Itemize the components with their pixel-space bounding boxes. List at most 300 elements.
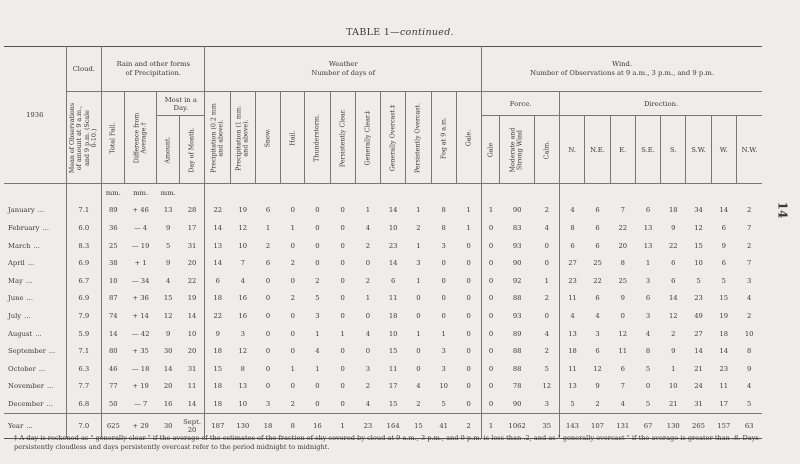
table-cell: 2 <box>671 329 676 338</box>
table-cell: 11 <box>618 347 628 356</box>
leader-dots: ... <box>26 294 33 303</box>
moderate-wind-header: Moderate and Strong Wind <box>500 116 534 184</box>
table-cell: 21 <box>694 364 703 373</box>
table-cell: 18 <box>719 329 729 338</box>
table-cell: 1 <box>488 206 494 215</box>
wind-header: Wind. Number of Observations at 9 a.m., 3 p.m., and 9 p.m. <box>482 47 762 92</box>
month-cell <box>4 202 66 220</box>
table-cell: 11 <box>180 378 205 396</box>
table-cell: 31 <box>180 360 205 378</box>
table-cell: 0 <box>290 276 295 285</box>
table-cell: 0 <box>488 382 494 391</box>
table-cell: 1 <box>290 364 295 373</box>
month-label: April <box>8 259 25 268</box>
table-cell: 130 <box>661 413 686 438</box>
table-cell: 67 <box>635 413 660 438</box>
page-number: 14 <box>775 201 790 219</box>
leader-dots: ... <box>42 223 49 232</box>
table-cell: 2 <box>747 206 752 215</box>
table-cell: 12 <box>618 329 628 338</box>
table-row <box>4 325 762 343</box>
table-cell: 10 <box>388 223 398 232</box>
table-cell: 30 <box>163 347 173 356</box>
leader-dots: ... <box>37 206 45 215</box>
unit-amount: mm. <box>160 188 176 197</box>
title-main: TABLE 1— <box>346 27 400 38</box>
table-cell: 6.3 <box>66 360 102 378</box>
table-cell: 5 <box>645 399 651 408</box>
day-of-month-header: Day of Month. <box>180 116 205 184</box>
table-row <box>4 202 762 220</box>
table-cell: 7.1 <box>66 342 102 360</box>
table-cell: 0 <box>534 307 559 325</box>
table-cell: 7 <box>747 223 752 232</box>
table-cell: 41 <box>431 413 456 438</box>
table-cell: 6 <box>265 259 271 268</box>
table-cell: 6 <box>595 294 600 303</box>
table-cell: 0 <box>340 276 345 285</box>
table-cell: 3 <box>265 399 271 408</box>
table-cell: 0 <box>265 329 271 338</box>
fog-header: Fog at 9 a.m. <box>431 92 456 184</box>
table-cell: 6 <box>265 206 271 215</box>
table-row <box>4 307 762 325</box>
table-cell: 0 <box>456 254 481 272</box>
table-cell: 17 <box>388 382 398 391</box>
month-label: September <box>8 347 46 356</box>
table-cell: 74 <box>108 311 118 320</box>
leader-dots: ... <box>27 259 35 268</box>
table-cell: 18 <box>213 347 223 356</box>
table-row <box>4 219 762 237</box>
table-cell: 0 <box>265 347 271 356</box>
table-cell: + 46 <box>132 206 149 215</box>
table-cell: 1 <box>416 329 421 338</box>
table-cell: 23 <box>719 364 729 373</box>
table-cell: 0 <box>534 254 559 272</box>
table-cell: 0 <box>315 382 320 391</box>
table-cell: 11 <box>388 364 398 373</box>
table-cell: 20 <box>163 382 173 391</box>
table-cell: 0 <box>456 342 481 360</box>
table-cell: 5 <box>721 276 726 285</box>
table-cell: + 14 <box>132 311 149 320</box>
table-cell: 0 <box>456 360 481 378</box>
table-cell: 2 <box>456 413 481 438</box>
table-cell: — 7 <box>133 399 148 408</box>
table-cell: 23 <box>388 241 398 250</box>
table-cell: 6 <box>721 223 726 232</box>
month-cell <box>4 237 66 255</box>
month-label: March <box>8 241 31 250</box>
dir-e-header: E. <box>610 116 635 184</box>
table-cell: 19 <box>719 311 729 320</box>
table-cell: 130 <box>230 413 255 438</box>
table-cell: 0 <box>488 347 494 356</box>
table-cell: 20 <box>180 254 205 272</box>
table-cell: 1 <box>534 272 559 290</box>
month-label: July <box>8 311 22 320</box>
table-cell: 23 <box>355 413 380 438</box>
table-cell: 187 <box>205 413 230 438</box>
table-cell: 1 <box>290 223 295 232</box>
table-cell: 1 <box>671 364 676 373</box>
table-cell: 6 <box>671 276 676 285</box>
table-cell: 49 <box>694 311 703 320</box>
table-cell: 107 <box>585 413 610 438</box>
table-cell: 0 <box>488 259 494 268</box>
table-cell: 17 <box>180 219 205 237</box>
table-cell: 0 <box>265 294 271 303</box>
table-cell: 6 <box>645 206 651 215</box>
table-cell: 2 <box>534 290 559 308</box>
month-label: December <box>8 399 44 408</box>
month-label: June <box>8 294 24 303</box>
table-cell: 25 <box>108 241 118 250</box>
table-cell: 9 <box>166 259 171 268</box>
table-cell: 2 <box>265 241 271 250</box>
table-cell: 7.9 <box>66 307 102 325</box>
table-cell: 2 <box>747 311 752 320</box>
table-cell: 10 <box>180 325 205 343</box>
month-cell <box>4 342 66 360</box>
table-cell: 0 <box>416 347 421 356</box>
table-cell: 8 <box>747 347 752 356</box>
table-cell: 13 <box>568 329 577 338</box>
table-cell: 7.1 <box>66 202 102 220</box>
table-cell: 0 <box>441 311 446 320</box>
table-cell: 4 <box>595 311 600 320</box>
table-cell: 6.0 <box>66 219 102 237</box>
table-cell: 14 <box>719 206 729 215</box>
table-cell: 14 <box>213 223 223 232</box>
unit-total-fall: mm. <box>105 188 121 197</box>
table-cell: 4 <box>747 382 752 391</box>
table-cell: 6 <box>595 241 600 250</box>
table-cell: 0 <box>534 237 559 255</box>
month-cell <box>4 254 66 272</box>
table-cell: 8 <box>441 206 446 215</box>
gen-overcast-header: Generally Overcast.‡ <box>381 92 406 184</box>
table-cell: 12 <box>694 223 703 232</box>
table-cell: 5 <box>645 364 651 373</box>
table-cell: 88 <box>512 364 522 373</box>
leader-dots: ... <box>46 382 54 391</box>
table-cell: 88 <box>512 347 522 356</box>
table-cell: 14 <box>163 364 173 373</box>
table-cell: 157 <box>711 413 736 438</box>
table-cell: + 29 <box>125 413 157 438</box>
table-cell: 0 <box>365 311 371 320</box>
dir-s-header: S. <box>661 116 686 184</box>
table-cell: 6 <box>215 276 220 285</box>
table-cell: 0 <box>416 294 421 303</box>
table-cell: 0 <box>365 347 371 356</box>
table-cell: 0 <box>315 399 320 408</box>
table-cell: 93 <box>512 241 522 250</box>
table-cell: 0 <box>456 325 481 343</box>
gale-header: Gale. <box>456 92 481 184</box>
table-cell: 0 <box>290 311 295 320</box>
table-cell: 6 <box>595 223 600 232</box>
force-header: Force. <box>482 92 560 116</box>
table-cell: 12 <box>593 364 602 373</box>
table-cell: 0 <box>340 294 345 303</box>
table-cell: 0 <box>290 382 295 391</box>
table-cell: — 19 <box>131 241 150 250</box>
table-cell: 0 <box>441 259 446 268</box>
table-cell: 18 <box>255 413 280 438</box>
table-cell: 4 <box>747 294 752 303</box>
table-cell: 8.3 <box>66 237 102 255</box>
table-cell: 12 <box>534 378 559 396</box>
table-cell: 2 <box>416 223 421 232</box>
table-cell: 0 <box>290 329 295 338</box>
table-cell: 4 <box>620 399 625 408</box>
table-cell: 87 <box>108 294 118 303</box>
table-cell: 9 <box>166 329 171 338</box>
table-cell: 10 <box>439 382 448 391</box>
table-row <box>4 378 762 396</box>
table-cell: 22 <box>213 311 223 320</box>
table-cell: 89 <box>512 329 522 338</box>
table-cell: 6.8 <box>66 395 102 413</box>
table-cell: 21 <box>668 399 678 408</box>
month-cell <box>4 272 66 290</box>
table-cell: — 4 <box>133 223 148 232</box>
table-cell: 2 <box>365 382 371 391</box>
table-cell: 14 <box>180 307 205 325</box>
table-cell: 0 <box>315 206 320 215</box>
dir-nw-header: N.W. <box>736 116 762 184</box>
table-cell: 8 <box>620 259 625 268</box>
unit-difference: mm. <box>133 188 149 197</box>
table-cell: 0 <box>340 382 345 391</box>
table-cell: 14 <box>719 347 729 356</box>
direction-header: Direction. <box>560 92 762 116</box>
table-cell: — 34 <box>131 276 150 285</box>
table-cell: 6.9 <box>66 254 102 272</box>
table-cell: 11 <box>568 294 577 303</box>
table-cell: 9 <box>215 329 220 338</box>
table-cell: 15 <box>388 399 398 408</box>
table-cell: 3 <box>747 276 752 285</box>
leader-dots: ... <box>48 347 56 356</box>
table-cell: 0 <box>488 276 494 285</box>
month-label: August <box>8 329 33 338</box>
table-cell: 12 <box>163 311 173 320</box>
leader-dots: ... <box>24 311 31 320</box>
table-cell: 6 <box>620 364 625 373</box>
precip-02-header: Precipitation (0.2 mm and above). <box>205 92 230 184</box>
weather-table <box>4 46 762 439</box>
table-cell: 92 <box>512 276 522 285</box>
table-cell: 5.9 <box>66 325 102 343</box>
table-cell: 24 <box>694 382 703 391</box>
table-cell: 4 <box>534 219 559 237</box>
table-cell: 16 <box>238 311 248 320</box>
table-cell: 3 <box>534 395 559 413</box>
table-cell: 22 <box>213 206 223 215</box>
table-cell: 8 <box>645 347 651 356</box>
table-cell: 4 <box>645 329 651 338</box>
table-row <box>4 395 762 413</box>
table-cell: 27 <box>694 329 703 338</box>
table-cell: 2 <box>365 241 371 250</box>
table-cell: 4 <box>240 276 245 285</box>
table-cell: 18 <box>213 399 223 408</box>
table-cell: 3 <box>441 241 446 250</box>
table-cell: 0 <box>488 294 494 303</box>
table-cell: 19 <box>180 290 205 308</box>
table-cell: 12 <box>238 347 248 356</box>
table-cell: 0 <box>315 241 320 250</box>
table-cell: 15 <box>719 294 729 303</box>
table-cell: 23 <box>694 294 703 303</box>
table-cell: 90 <box>512 206 522 215</box>
table-cell: 18 <box>213 294 223 303</box>
table-cell: 36 <box>108 223 118 232</box>
footnote: ‡ A day is reckoned as " generally clear " if the average of the estimates of the fraction of sky covered by cloud at 9 a.m., 3 p.m., and 9 p.m. is less than .2, and as " generally overcast " if the average is greater than .8. Days persistently cloudless and days persistently overcast refer to the period midnight to midnight. <box>14 434 759 451</box>
table-cell: 0 <box>340 241 345 250</box>
table-title <box>0 27 800 38</box>
month-cell <box>4 307 66 325</box>
table-cell: 13 <box>643 223 653 232</box>
table-cell: 0 <box>456 237 481 255</box>
table-cell: 88 <box>512 294 522 303</box>
table-cell: 5 <box>570 399 575 408</box>
table-cell: 2 <box>416 399 421 408</box>
table-cell: 5 <box>747 399 752 408</box>
table-cell: 27 <box>568 259 577 268</box>
table-cell: 0 <box>456 290 481 308</box>
gen-clear-header: Generally Clear.‡ <box>355 92 380 184</box>
table-cell: 15 <box>694 241 703 250</box>
table-cell: 1 <box>456 202 481 220</box>
total-fall-header: Total Fall. <box>102 92 125 184</box>
most-in-day-header: Most in a Day. <box>157 92 205 116</box>
table-cell: 3 <box>441 347 446 356</box>
table-cell: 22 <box>593 276 602 285</box>
table-cell: 11 <box>719 382 729 391</box>
table-cell: — 42 <box>131 329 150 338</box>
table-cell: 14 <box>694 347 703 356</box>
table-cell: 10 <box>238 399 248 408</box>
month-label: January <box>8 206 35 215</box>
table-cell: 89 <box>108 206 118 215</box>
table-cell: 2 <box>290 399 295 408</box>
table-cell: 14 <box>388 259 398 268</box>
table-cell: 13 <box>163 206 173 215</box>
month-cell <box>4 378 66 396</box>
table-cell: 6 <box>595 206 600 215</box>
table-cell: 1 <box>416 206 421 215</box>
table-cell: 63 <box>736 413 762 438</box>
table-cell: 9 <box>671 223 676 232</box>
table-cell: 0 <box>456 395 481 413</box>
dir-ne-header: N.E. <box>585 116 610 184</box>
table-cell: 0 <box>365 259 371 268</box>
table-row <box>4 254 762 272</box>
table-cell: 11 <box>568 364 577 373</box>
table-cell: 3 <box>240 329 245 338</box>
month-cell <box>4 325 66 343</box>
table-cell: 0 <box>290 206 295 215</box>
table-cell: 0 <box>488 223 494 232</box>
table-cell: 1 <box>365 206 371 215</box>
leader-dots: ... <box>35 329 42 338</box>
table-cell: 12 <box>238 223 248 232</box>
table-cell: 2 <box>315 276 320 285</box>
table-cell: 4 <box>365 329 371 338</box>
year-header: 1936 <box>4 47 66 184</box>
table-cell: 13 <box>238 382 248 391</box>
table-cell: 10 <box>668 382 678 391</box>
table-cell: 2 <box>534 342 559 360</box>
table-cell: 0 <box>265 311 271 320</box>
table-cell: 50 <box>108 399 118 408</box>
table-cell: 16 <box>238 294 248 303</box>
table-cell: 4 <box>365 223 371 232</box>
table-cell: 0 <box>340 347 345 356</box>
table-cell: 4 <box>166 276 171 285</box>
table-cell: 0 <box>620 311 625 320</box>
table-cell: 0 <box>340 364 345 373</box>
table-cell: 23 <box>568 276 577 285</box>
table-cell: 1 <box>441 329 446 338</box>
table-cell: 8 <box>281 413 305 438</box>
table-cell: 3 <box>595 329 600 338</box>
table-cell: 1 <box>330 413 355 438</box>
table-cell: 22 <box>618 223 628 232</box>
table-cell: 20 <box>618 241 628 250</box>
rain-header: Rain and other forms of Precipitation. <box>102 47 205 92</box>
table-row <box>4 272 762 290</box>
table-cell: + 19 <box>132 382 149 391</box>
table-cell: 6.7 <box>66 272 102 290</box>
table-cell: 9 <box>721 241 726 250</box>
persist-clear-header: Persistently Clear. <box>330 92 355 184</box>
table-cell: 6 <box>671 259 676 268</box>
table-cell: 3 <box>416 259 421 268</box>
difference-header: Difference from Average.† <box>125 92 157 184</box>
table-cell: 3 <box>315 311 320 320</box>
table-cell: 14 <box>108 329 118 338</box>
table-cell: 0 <box>416 364 421 373</box>
table-cell: 46 <box>108 364 118 373</box>
table-cell: 28 <box>180 202 205 220</box>
table-row <box>4 360 762 378</box>
table-cell: 6.9 <box>66 290 102 308</box>
table-cell: 80 <box>108 347 118 356</box>
thunderstorm-header: Thunderstorm. <box>305 92 330 184</box>
table-cell: 10 <box>108 276 118 285</box>
table-cell: 1 <box>416 241 421 250</box>
table-cell: + 1 <box>134 259 147 268</box>
table-cell: 7 <box>240 259 245 268</box>
table-cell: 13 <box>568 382 577 391</box>
table-cell: 9 <box>671 347 676 356</box>
table-cell: 30 <box>157 413 180 438</box>
table-cell: 0 <box>290 347 295 356</box>
table-cell: 14 <box>668 294 678 303</box>
table-cell: 0 <box>340 223 345 232</box>
month-cell <box>4 360 66 378</box>
table-cell: 3 <box>645 276 651 285</box>
title-suffix: continued. <box>399 27 454 38</box>
table-cell: 2 <box>595 399 600 408</box>
table-cell: 16 <box>305 413 330 438</box>
